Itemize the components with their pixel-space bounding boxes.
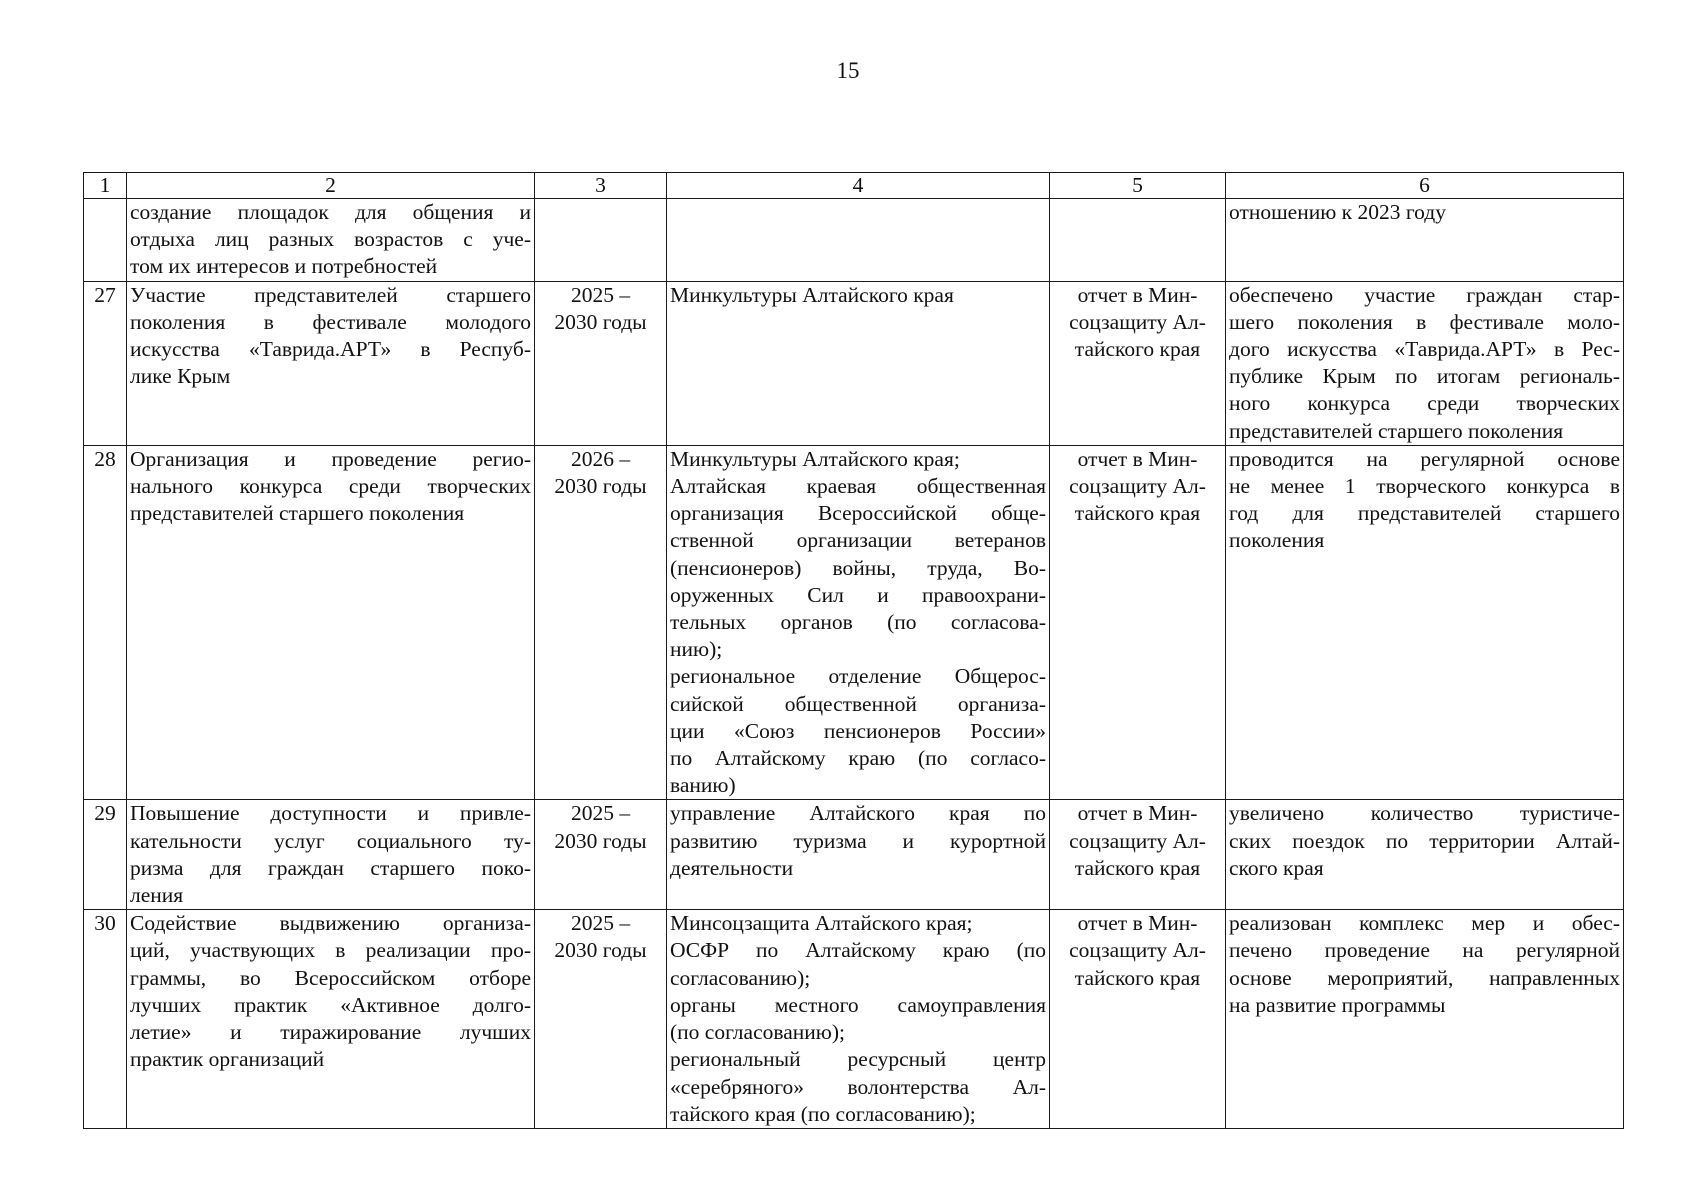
executors-text-line: региональный ресурсный центр [670, 1047, 1046, 1072]
activity-text-line: том их интересов и потребностей [130, 254, 438, 279]
cell-num: 28 [84, 445, 127, 800]
executors-text-line: деятельности [670, 855, 794, 880]
cell-result [1226, 281, 1624, 445]
cell-period [535, 281, 667, 445]
result-text-line: шего поколения в фестивале моло- [1229, 309, 1620, 334]
cell-activity [127, 199, 535, 282]
period-text-line: 2026 – [570, 446, 631, 471]
executors-text-line: (по согласованию); [670, 1020, 845, 1045]
cell-report [1050, 910, 1226, 1129]
report-text-line: соцзащиту Ал- [1069, 938, 1206, 963]
header-cell-6: 6 [1226, 173, 1624, 199]
activity-text-line: летие» и тиражирование лучших [130, 1020, 531, 1045]
report-text-line: тайского края [1074, 965, 1201, 990]
activity-text-line: искусства «Таврида.АРТ» в Респуб- [130, 337, 531, 362]
executors-text-line: ции «Союз пенсионеров России» [670, 718, 1046, 743]
result-text-line: поколения [1229, 528, 1325, 553]
cell-result [1226, 800, 1624, 910]
result-text-line: увеличено количество туристиче- [1229, 801, 1620, 826]
report-text-line: отчет в Мин- [1077, 911, 1198, 936]
cell-executors [667, 800, 1050, 910]
header-cell-2: 2 [127, 173, 535, 199]
activity-text-line: создание площадок для общения и [130, 200, 531, 224]
report-text-line: соцзащиту Ал- [1069, 309, 1206, 334]
executors-text-line: региональное отделение Общерос- [670, 664, 1046, 689]
executors-text-line: тайского края (по согласованию); [670, 1101, 976, 1126]
activity-text-line: граммы, во Всероссийском отборе [130, 965, 531, 990]
activity-text-line: Участие представителей старшего [130, 282, 531, 307]
executors-text-line: ственной организации ветеранов [670, 528, 1046, 553]
cell-report [1050, 199, 1226, 282]
activity-text-line: кательности услуг социального ту- [130, 828, 531, 853]
executors-text-line: согласованию); [670, 965, 811, 990]
result-text-line: ских поездок по территории Алтай- [1229, 828, 1620, 853]
executors-text-line: развитию туризма и курортной [670, 828, 1046, 853]
cell-report [1050, 445, 1226, 800]
table-row [84, 445, 1624, 800]
activity-text-line: Содействие выдвижению организа- [130, 911, 531, 936]
cell-report [1050, 800, 1226, 910]
activity-text-line: лучших практик «Активное долго- [130, 992, 531, 1017]
activity-text-line: ций, участвующих в реализации про- [130, 938, 531, 963]
result-text-line: основе мероприятий, направленных [1229, 965, 1620, 990]
header-cell-5: 5 [1050, 173, 1226, 199]
cell-activity [127, 281, 535, 445]
result-text-line: публике Крым по итогам региональ- [1229, 364, 1620, 389]
report-text-line: отчет в Мин- [1077, 282, 1198, 307]
cell-num: 29 [84, 800, 127, 910]
activity-text-line: Организация и проведение регио- [130, 446, 531, 471]
executors-text-line: Минкультуры Алтайского края [670, 282, 954, 307]
result-text-line: не менее 1 творческого конкурса в [1229, 474, 1620, 499]
executors-text-line: управление Алтайского края по [670, 801, 1046, 826]
table-row [84, 199, 1624, 282]
cell-activity [127, 445, 535, 800]
result-text-line: представителей старшего поколения [1229, 418, 1564, 443]
activity-text-line: ления [130, 883, 184, 908]
result-text-line: год для представителей старшего [1229, 501, 1620, 526]
table-row [84, 281, 1624, 445]
cell-executors [667, 445, 1050, 800]
cell-period [535, 910, 667, 1129]
cell-activity [127, 910, 535, 1129]
cell-period [535, 199, 667, 282]
activity-text-line: Повышение доступности и привле- [130, 801, 531, 826]
cell-period [535, 800, 667, 910]
activity-text-line: представителей старшего поколения [130, 501, 465, 526]
executors-text-line: тельных органов (по согласова- [670, 610, 1046, 635]
executors-text-line: нию); [670, 637, 723, 662]
header-row [84, 173, 1624, 199]
period-text-line: 2030 годы [554, 828, 647, 853]
header-cell-1: 1 [84, 173, 127, 199]
period-text-line: 2030 годы [554, 938, 647, 963]
result-text-line: проводится на регулярной основе [1229, 446, 1620, 471]
report-text-line: соцзащиту Ал- [1069, 828, 1206, 853]
report-text-line: соцзащиту Ал- [1069, 474, 1206, 499]
result-text-line: обеспечено участие граждан стар- [1229, 282, 1620, 307]
executors-text-line: (пенсионеров) войны, труда, Во- [670, 555, 1046, 580]
activity-text-line: отдыха лиц разных возрастов с уче- [130, 227, 531, 252]
executors-text-line: Минсоцзащита Алтайского края; [670, 911, 973, 936]
period-text-line: 2025 – [570, 282, 631, 307]
cell-result [1226, 445, 1624, 800]
executors-text-line: «серебряного» волонтерства Ал- [670, 1074, 1046, 1099]
period-text-line: 2025 – [570, 911, 631, 936]
cell-result [1226, 910, 1624, 1129]
executors-text-line: Минкультуры Алтайского края; [670, 446, 960, 471]
page-number: 15 [836, 58, 860, 83]
executors-text-line: ванию) [670, 773, 736, 798]
result-text-line: ского края [1229, 855, 1324, 880]
cell-executors [667, 281, 1050, 445]
result-text-line: печено проведение на регулярной [1229, 938, 1620, 963]
period-text-line: 2030 годы [554, 474, 647, 499]
report-text-line: тайского края [1074, 337, 1201, 362]
cell-num [84, 199, 127, 282]
report-text-line: отчет в Мин- [1077, 801, 1198, 826]
period-text-line: 2025 – [570, 801, 631, 826]
executors-text-line: ОСФР по Алтайскому краю (по [670, 938, 1046, 963]
executors-text-line: оруженных Сил и правоохрани- [670, 582, 1046, 607]
cell-report [1050, 281, 1226, 445]
executors-text-line: Алтайская краевая общественная [670, 474, 1046, 499]
executors-text-line: сийской общественной организа- [670, 691, 1046, 716]
result-text-line: отношению к 2023 году [1229, 200, 1446, 224]
activity-text-line: лике Крым [130, 364, 231, 389]
activity-text-line: ризма для граждан старшего поко- [130, 855, 531, 880]
table-row [84, 910, 1624, 1129]
period-text-line: 2030 годы [554, 309, 647, 334]
cell-activity [127, 800, 535, 910]
report-text-line: отчет в Мин- [1077, 446, 1198, 471]
header-cell-3: 3 [535, 173, 667, 199]
cell-executors [667, 910, 1050, 1129]
executors-text-line: органы местного самоуправления [670, 992, 1046, 1017]
result-text-line: реализован комплекс мер и обес- [1229, 911, 1620, 936]
table-row [84, 800, 1624, 910]
cell-num: 27 [84, 281, 127, 445]
executors-text-line: по Алтайскому краю (по согласо- [670, 746, 1046, 771]
cell-executors [667, 199, 1050, 282]
result-text-line: на развитие программы [1229, 992, 1446, 1017]
header-cell-4: 4 [667, 173, 1050, 199]
report-text-line: тайского края [1074, 855, 1201, 880]
activity-text-line: практик организаций [130, 1047, 325, 1072]
report-text-line: тайского края [1074, 501, 1201, 526]
activity-text-line: нального конкурса среди творческих [130, 474, 531, 499]
result-text-line: дого искусства «Таврида.АРТ» в Рес- [1229, 337, 1620, 362]
cell-period [535, 445, 667, 800]
plan-table [83, 172, 1624, 1129]
executors-text-line: организация Всероссийской обще- [670, 501, 1046, 526]
cell-result [1226, 199, 1624, 282]
activity-text-line: поколения в фестивале молодого [130, 309, 531, 334]
result-text-line: ного конкурса среди творческих [1229, 391, 1620, 416]
cell-num: 30 [84, 910, 127, 1129]
